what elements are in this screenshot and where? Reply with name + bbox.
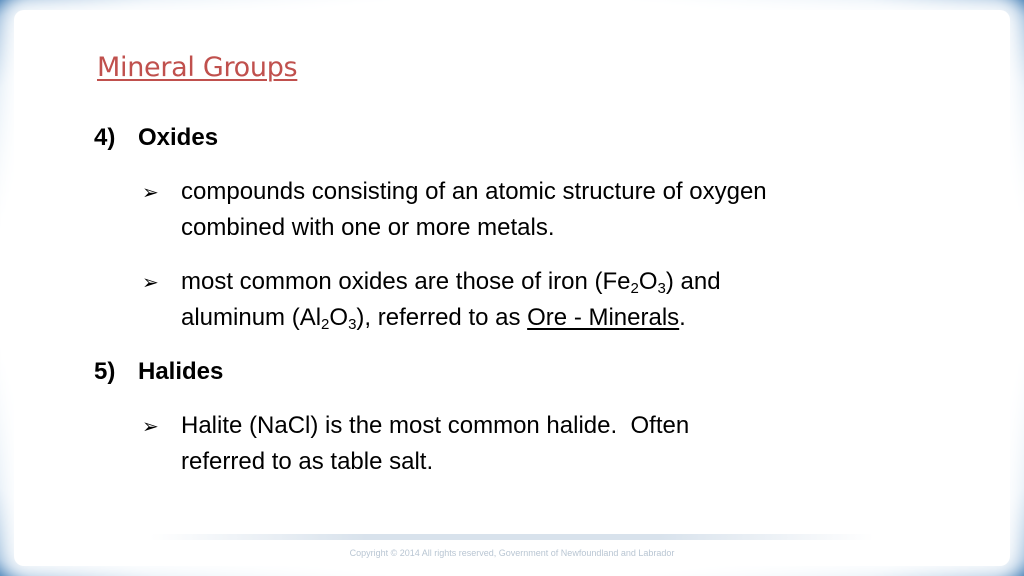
bullet-line: combined with one or more metals. (181, 214, 555, 241)
arrow-bullet-icon: ➢ (142, 270, 159, 294)
slide-title: Mineral Groups (97, 52, 298, 83)
subscript: 2 (321, 316, 330, 333)
bullet-line: Halite (NaCl) is the most common halide. Often (181, 412, 690, 439)
ore-minerals-term: Ore - Minerals (527, 304, 680, 331)
subscript: 3 (348, 316, 357, 333)
section-number: 4) (94, 124, 116, 151)
bullet-line: aluminum $(Al_2O_3)$, referred to as Ore - Minerals. (181, 304, 686, 333)
section-heading: Halides (138, 358, 224, 385)
bullet-line: most common oxides are those of iron $(Fe_2O_3)$ and (181, 268, 721, 297)
subscript: 3 (657, 280, 666, 297)
bullet-line: referred to as table salt. (181, 448, 434, 475)
copyright-footer: Copyright © 2014 All rights reserved, Government of Newfoundland and Labrador (349, 548, 675, 558)
section-oxides (94, 124, 218, 152)
subscript: 2 (630, 280, 639, 297)
section-number: 5) (94, 358, 116, 385)
arrow-bullet-icon: ➢ (142, 180, 159, 204)
bullet-line: compounds consisting of an atomic structure of oxygen (181, 178, 767, 205)
arrow-bullet-icon: ➢ (142, 414, 159, 438)
section-heading: Oxides (138, 124, 219, 151)
footer-divider (150, 534, 874, 540)
section-halides (94, 358, 223, 386)
